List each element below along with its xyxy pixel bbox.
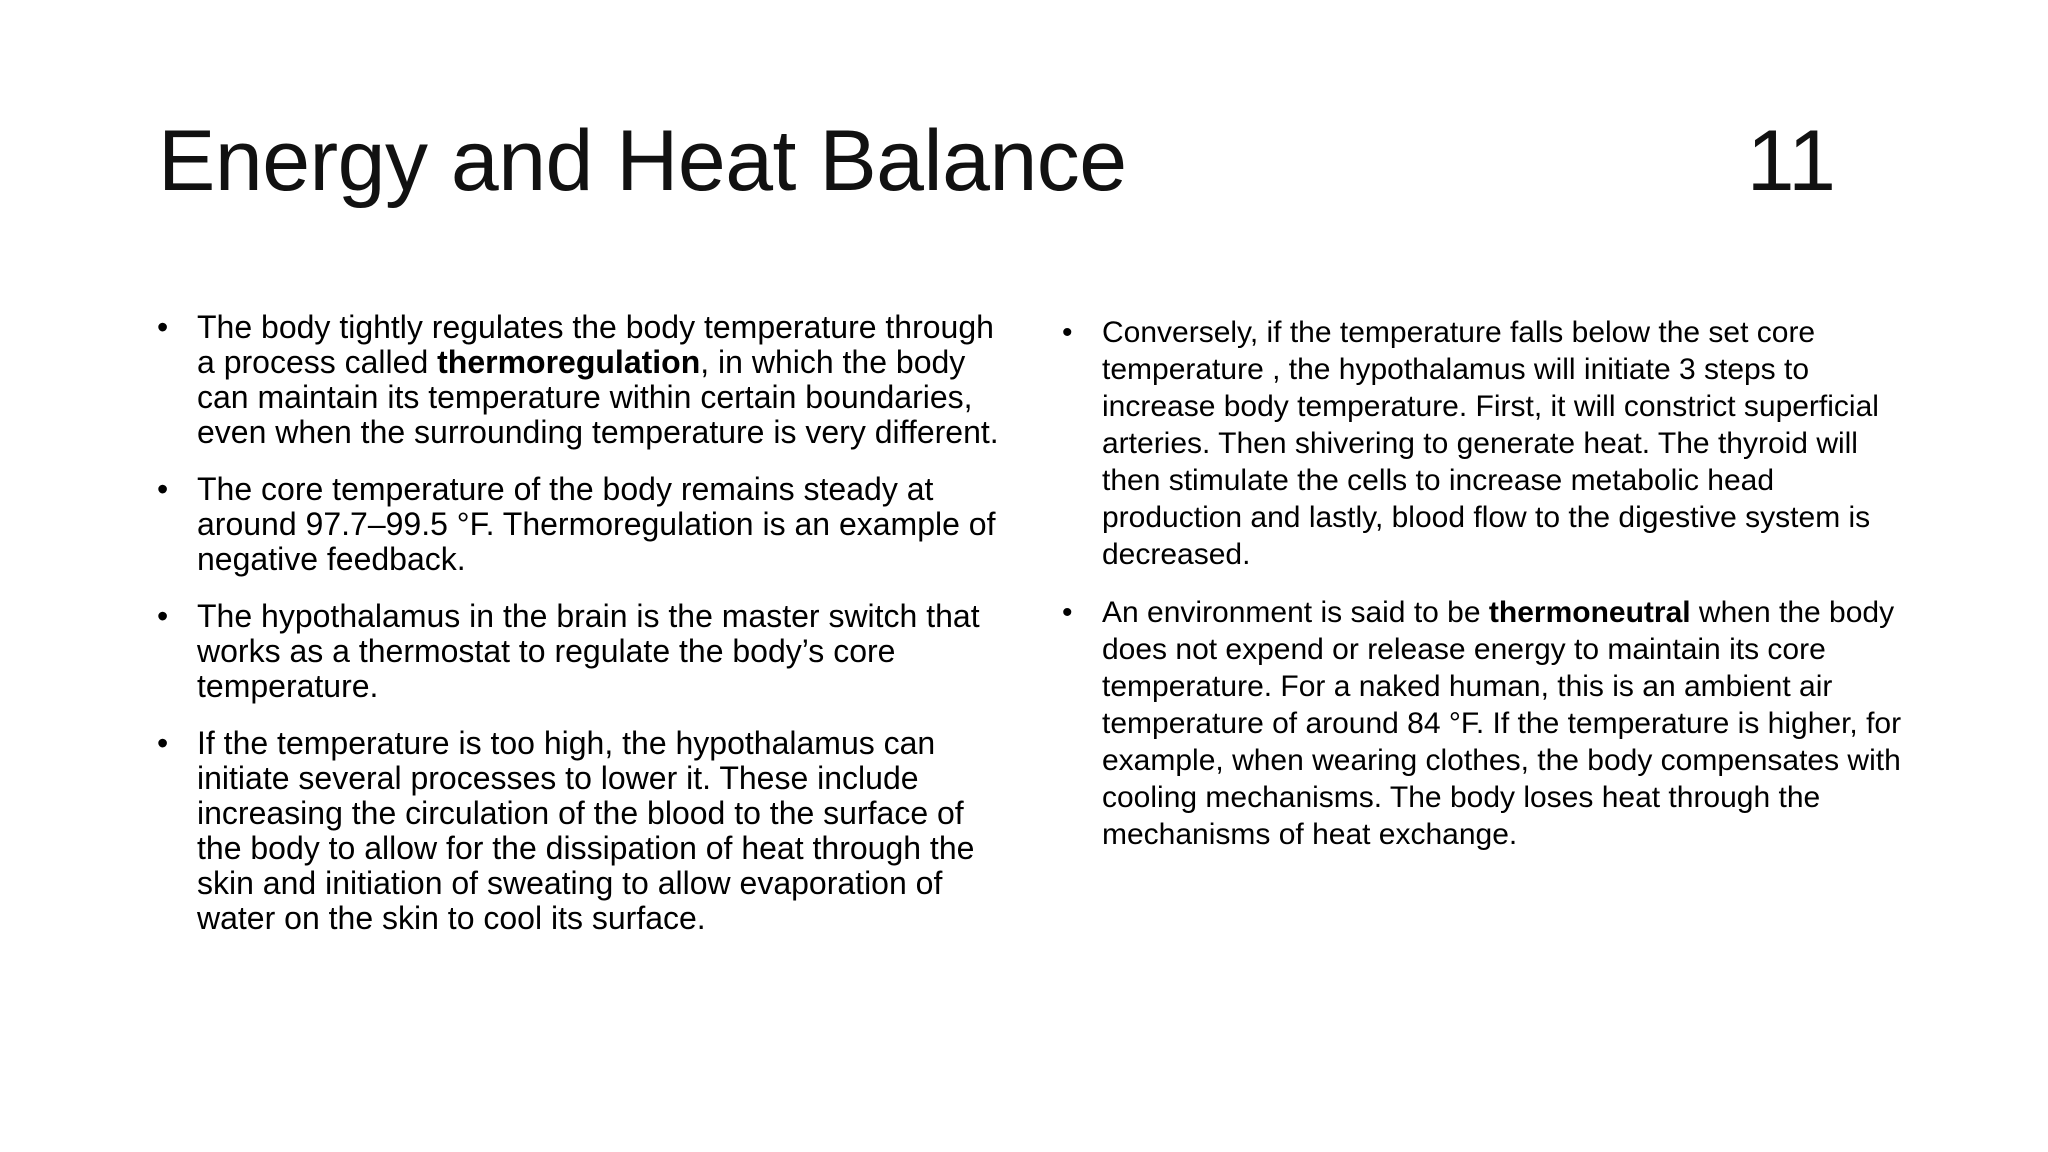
bullet-text: Conversely, if the temperature falls below the set core temperature , the hypothalamus will initiate 3 steps to increase body temperature. First, it will constrict superficial arteries. Then shivering to generate heat. The thyroid will then stimulate the cells to increase metabolic head production and lastly, blood flow to the digestive system is decreased. <box>1102 316 1879 571</box>
bullet-marker: • <box>157 309 169 345</box>
bullet-emphasis: thermoneutral <box>1488 596 1691 629</box>
bullet-marker: • <box>157 725 169 761</box>
bullet-marker: • <box>157 598 169 634</box>
bullet-item <box>155 599 1015 704</box>
bullet-item <box>155 726 1015 936</box>
bullet-text: An environment is said to be <box>1102 596 1489 629</box>
bullet-text: If the temperature is too high, the hypothalamus can initiate several processes to lower it. These include increasing the circulation of the blood to the surface of the body to allow for the dissipation of heat through the skin and initiation of sweating to allow evaporation of water on the skin to cool its surface. <box>197 725 975 936</box>
bullet-emphasis: thermoregulation <box>437 344 701 380</box>
bullet-text: The core temperature of the body remains steady at around 97.7–99.5 °F. Thermoregulation is an example of negative feedback. <box>197 471 996 577</box>
right-bullet-list <box>1060 314 1920 874</box>
bullet-text-cont: , in which the body can maintain its temperature within certain boundaries, even when the surrounding temperature is very different. <box>197 344 999 450</box>
bullet-text-cont: when the body does not expend or release energy to maintain its core temperature. For a naked human, this is an ambient air temperature of around 84 °F. If the temperature is higher, for example, when wearing clothes, the body compensates with cooling mechanisms. The body loses heat through the mechanisms of heat exchange. <box>1102 596 1902 851</box>
bullet-text: The body tightly regulates the body temperature through a process called <box>197 309 994 380</box>
left-bullet-list <box>155 310 1015 958</box>
slide-number: 11 <box>1746 113 1836 209</box>
bullet-item <box>155 472 1015 577</box>
bullet-marker: • <box>157 471 169 507</box>
slide-title: Energy and Heat Balance <box>158 113 1127 209</box>
bullet-text: The hypothalamus in the brain is the master switch that works as a thermostat to regulate the body’s core temperature. <box>197 598 980 704</box>
bullet-item <box>1060 314 1920 573</box>
bullet-marker: • <box>1062 316 1073 349</box>
bullet-item <box>1060 594 1920 853</box>
bullet-marker: • <box>1062 596 1073 629</box>
bullet-item <box>155 310 1015 450</box>
